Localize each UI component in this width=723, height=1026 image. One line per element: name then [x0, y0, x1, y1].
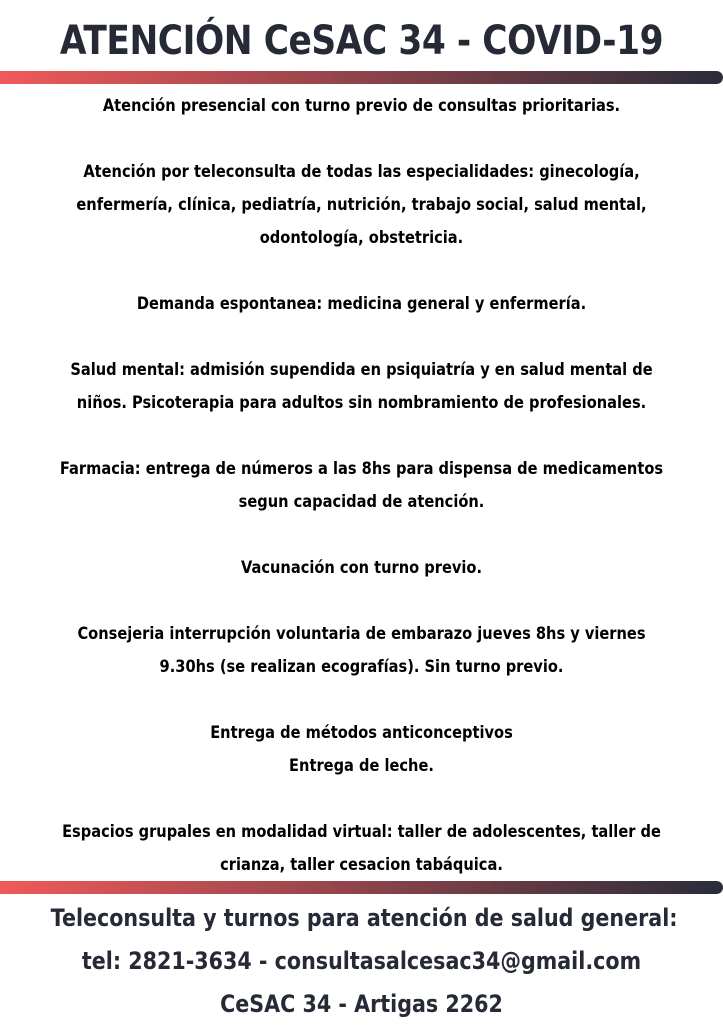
paragraph-line: odontología, obstetricia.: [259, 228, 464, 248]
paragraph-gap: [0, 585, 723, 618]
paragraph-line: Atención por teleconsulta de todas las especialidades: ginecología,: [83, 162, 640, 182]
paragraph-line: Entrega de métodos anticonceptivos: [210, 723, 513, 743]
bottom-divider-bar: [0, 881, 723, 894]
paragraph-line: Espacios grupales en modalidad virtual: taller de adolescentes, taller de: [62, 822, 661, 842]
footer-address: CeSAC 34 - Artigas 2262: [220, 990, 503, 1018]
page-title: ATENCIÓN CeSAC 34 - COVID-19: [59, 18, 664, 64]
paragraph-gap: [0, 255, 723, 288]
paragraph-gap: [0, 684, 723, 717]
paragraph-line: Farmacia: entrega de números a las 8hs para dispensa de medicamentos: [59, 459, 664, 479]
info-paragraphs: [0, 90, 723, 882]
top-divider-bar: [0, 71, 723, 84]
paragraph-gap: [0, 783, 723, 816]
paragraph-line: enfermería, clínica, pediatría, nutrición, trabajo social, salud mental,: [76, 195, 647, 215]
footer-heading: Teleconsulta y turnos para atención de salud general:: [50, 904, 678, 932]
paragraph-line: Demanda espontanea: medicina general y enfermería.: [136, 294, 587, 314]
footer-contact-line: tel: 2821-3634 - consultasalcesac34@gmail.com: [81, 947, 642, 975]
paragraph-line: Atención presencial con turno previo de consultas prioritarias.: [102, 96, 621, 116]
paragraph-line: Entrega de leche.: [289, 756, 434, 776]
paragraph-line: segun capacidad de atención.: [238, 492, 485, 512]
contact-footer: [0, 897, 723, 1026]
paragraph-line: niños. Psicoterapia para adultos sin nombramiento de profesionales.: [76, 393, 647, 413]
paragraph-line: Consejeria interrupción voluntaria de embarazo jueves 8hs y viernes: [77, 624, 646, 644]
paragraph-gap: [0, 123, 723, 156]
paragraph-line: Salud mental: admisión supendida en psiquiatría y en salud mental de: [70, 360, 653, 380]
paragraph-gap: [0, 321, 723, 354]
paragraph-line: 9.30hs (se realizan ecografías). Sin turno previo.: [159, 657, 564, 677]
paragraph-line: Vacunación con turno previo.: [240, 558, 483, 578]
paragraph-gap: [0, 519, 723, 552]
paragraph-gap: [0, 420, 723, 453]
paragraph-line: crianza, taller cesacion tabáquica.: [220, 855, 503, 875]
